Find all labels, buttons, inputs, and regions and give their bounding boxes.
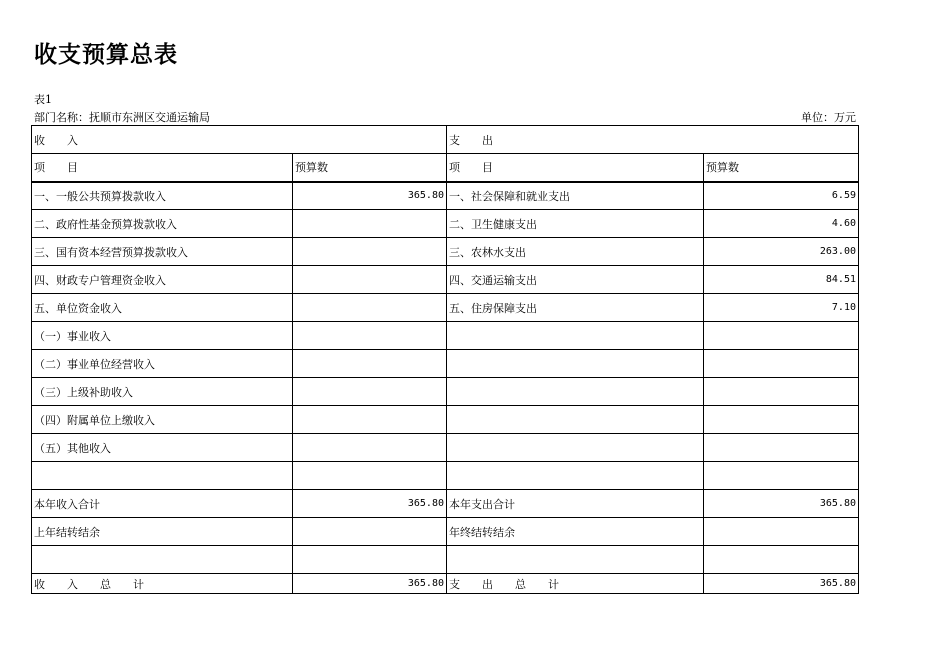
- table-row: [32, 434, 859, 462]
- income-budget-column-header: 预算数: [293, 154, 447, 182]
- income-budget-cell: [293, 406, 447, 434]
- expense-item-cell: 一、社会保障和就业支出: [447, 182, 704, 210]
- income-item-cell: 四、财政专户管理资金收入: [32, 266, 293, 294]
- expense-item-cell: [447, 350, 704, 378]
- expense-budget-cell: [704, 462, 859, 490]
- expense-budget-cell: 365.80: [704, 574, 859, 594]
- expense-item-cell: [447, 406, 704, 434]
- table-row: [32, 406, 859, 434]
- expense-budget-cell: 7.10: [704, 294, 859, 322]
- expense-budget-cell: [704, 350, 859, 378]
- income-budget-cell: [293, 238, 447, 266]
- unit-label: 单位：万元: [801, 111, 856, 124]
- expense-budget-cell: 365.80: [704, 490, 859, 518]
- income-budget-cell: [293, 266, 447, 294]
- budget-table-body: [32, 126, 859, 594]
- income-section-header: 收 入: [32, 126, 447, 154]
- income-item-cell: 三、国有资本经营预算拨款收入: [32, 238, 293, 266]
- income-item-cell: 上年结转结余: [32, 518, 293, 546]
- table-row: [32, 210, 859, 238]
- income-item-cell: （五）其他收入: [32, 434, 293, 462]
- expense-budget-cell: [704, 378, 859, 406]
- income-item-cell: [32, 462, 293, 490]
- table-row: [32, 574, 859, 594]
- expense-item-cell: 五、住房保障支出: [447, 294, 704, 322]
- expense-budget-cell: [704, 406, 859, 434]
- income-budget-cell: [293, 546, 447, 574]
- table-row: [32, 266, 859, 294]
- table-row: [32, 490, 859, 518]
- income-budget-cell: [293, 322, 447, 350]
- income-item-cell: （一）事业收入: [32, 322, 293, 350]
- income-budget-cell: [293, 518, 447, 546]
- income-item-cell: 本年收入合计: [32, 490, 293, 518]
- income-budget-cell: [293, 210, 447, 238]
- income-budget-cell: [293, 378, 447, 406]
- expense-budget-cell: 6.59: [704, 182, 859, 210]
- expense-item-cell: [447, 378, 704, 406]
- expense-item-cell: [447, 322, 704, 350]
- table-row: [32, 378, 859, 406]
- department-name: 部门名称：抚顺市东洲区交通运输局: [34, 111, 210, 124]
- table-row: [32, 518, 859, 546]
- table-row: [32, 294, 859, 322]
- expense-item-cell: 本年支出合计: [447, 490, 704, 518]
- income-budget-cell: [293, 350, 447, 378]
- income-budget-cell: [293, 434, 447, 462]
- expense-budget-cell: 84.51: [704, 266, 859, 294]
- header-row-sections: [32, 126, 859, 154]
- expense-item-cell: 三、农林水支出: [447, 238, 704, 266]
- expense-item-cell: 四、交通运输支出: [447, 266, 704, 294]
- expense-budget-cell: 4.60: [704, 210, 859, 238]
- expense-item-cell: [447, 546, 704, 574]
- income-budget-cell: 365.80: [293, 182, 447, 210]
- table-row: [32, 462, 859, 490]
- table-row: [32, 350, 859, 378]
- income-budget-cell: 365.80: [293, 574, 447, 594]
- income-item-cell: （三）上级补助收入: [32, 378, 293, 406]
- income-item-cell: 一、一般公共预算拨款收入: [32, 182, 293, 210]
- income-item-cell: 收 入 总 计: [32, 574, 293, 594]
- expense-item-cell: [447, 462, 704, 490]
- table-row: [32, 546, 859, 574]
- page-title: 收支预算总表: [34, 41, 178, 68]
- table-row: [32, 182, 859, 210]
- table-row: [32, 238, 859, 266]
- income-item-cell: 五、单位资金收入: [32, 294, 293, 322]
- expense-section-header: 支 出: [447, 126, 859, 154]
- income-item-cell: 二、政府性基金预算拨款收入: [32, 210, 293, 238]
- income-item-cell: （四）附属单位上缴收入: [32, 406, 293, 434]
- expense-item-column-header: 项 目: [447, 154, 704, 182]
- expense-item-cell: 支 出 总 计: [447, 574, 704, 594]
- expense-budget-cell: [704, 546, 859, 574]
- expense-item-cell: [447, 434, 704, 462]
- expense-budget-cell: [704, 322, 859, 350]
- expense-item-cell: 年终结转结余: [447, 518, 704, 546]
- income-item-cell: （二）事业单位经营收入: [32, 350, 293, 378]
- budget-summary-table: [31, 125, 859, 594]
- table-row: [32, 322, 859, 350]
- expense-item-cell: 二、卫生健康支出: [447, 210, 704, 238]
- expense-budget-cell: [704, 518, 859, 546]
- income-budget-cell: 365.80: [293, 490, 447, 518]
- expense-budget-column-header: 预算数: [704, 154, 859, 182]
- header-row-columns: [32, 154, 859, 182]
- income-item-column-header: 项 目: [32, 154, 293, 182]
- table-number: 表1: [34, 93, 52, 106]
- income-budget-cell: [293, 462, 447, 490]
- expense-budget-cell: [704, 434, 859, 462]
- income-budget-cell: [293, 294, 447, 322]
- expense-budget-cell: 263.00: [704, 238, 859, 266]
- income-item-cell: [32, 546, 293, 574]
